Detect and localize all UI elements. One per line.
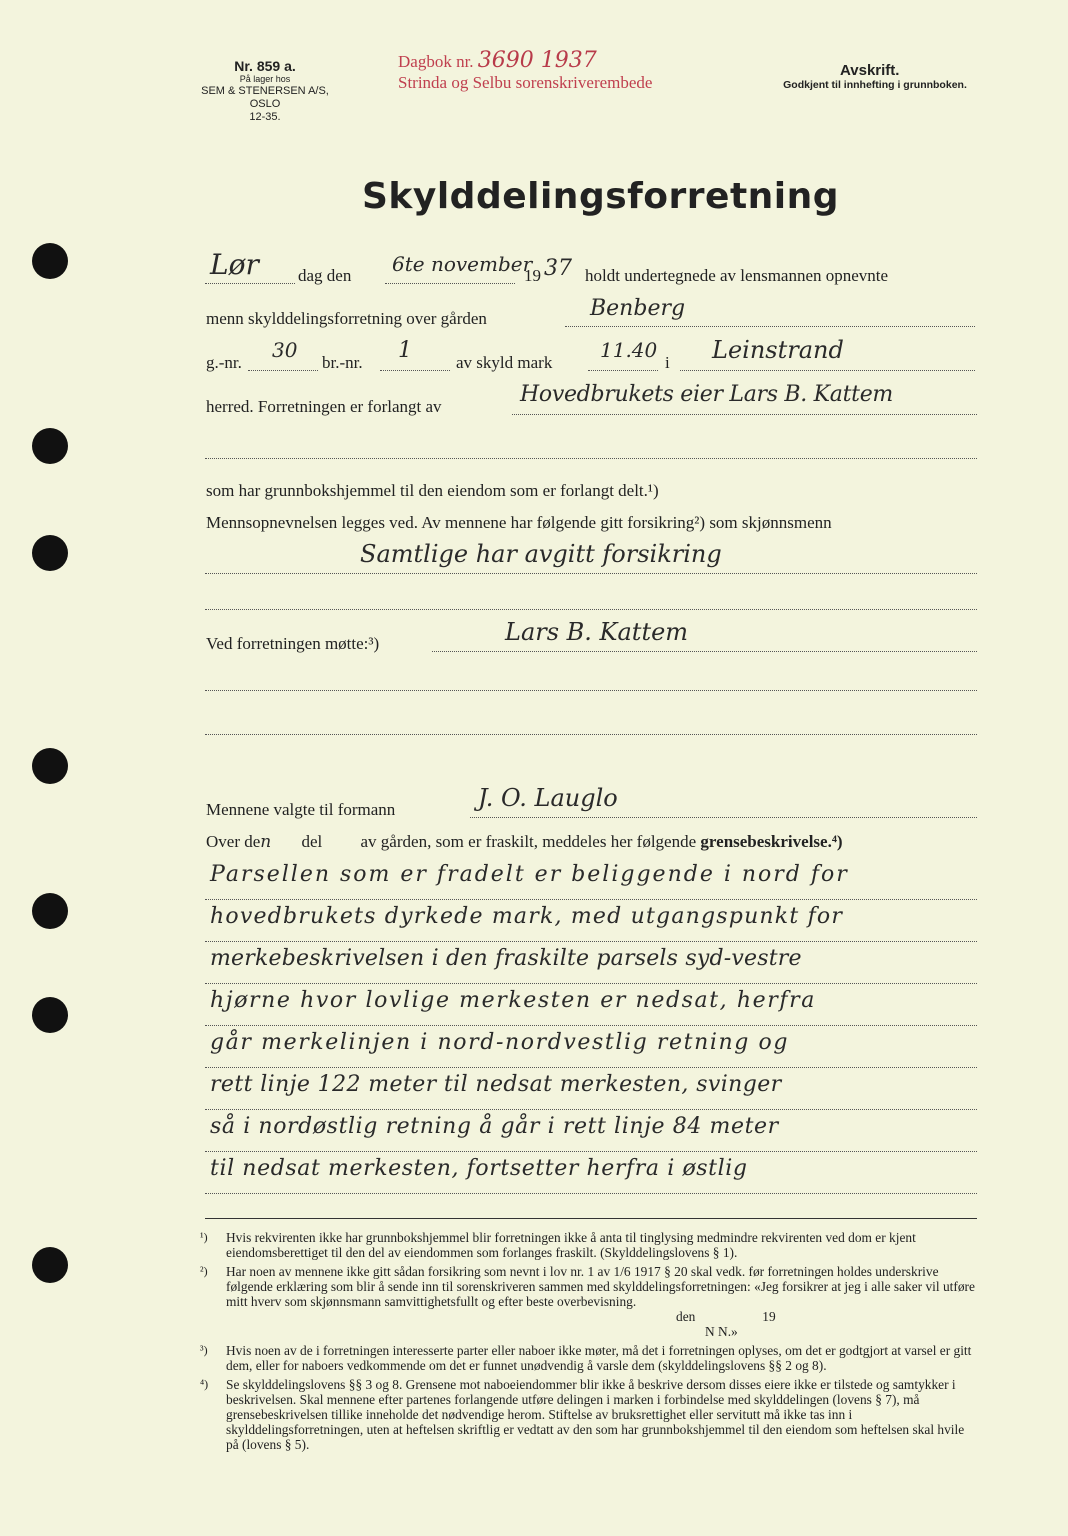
footnote	[200, 1343, 978, 1373]
dotted-line	[432, 651, 977, 652]
hand-requester: Hovedbrukets eier Lars B. Kattem	[520, 382, 893, 407]
hand-brnr: 1	[398, 338, 412, 363]
footnote-text: Har noen av mennene ikke gitt sådan forsikring som nevnt i lov nr. 1 av 1/6 1917 § 20 skal vedk. før forretningen holdes underskrive følgende erklæring som blir å sende inn til sorenskriveren sammen med skylddelingsforretningen: «Jeg forsikrer at jeg i alle saker vil utføre mitt hverv som skjønnsmann samvittighetsfullt og efter beste overbevisning.	[226, 1264, 975, 1309]
dotted-line	[470, 817, 977, 818]
punch-hole	[32, 893, 68, 929]
form-number: Nr. 859 a.	[234, 58, 296, 74]
hand-skyld: 11.40	[600, 338, 658, 362]
footnote-text: Hvis noen av de i forretningen interesserte parter eller naboer ikke møter, må det i forretningen oplyses, om det er godtgjort at varsel er gitt dem, eller for naboers vedkommende om det er funnet unødvendig å varsle dem (skylddelingslovens §§ 2 og 8).	[226, 1343, 972, 1373]
dotted-line	[248, 370, 318, 371]
hand-gnr: 30	[272, 338, 298, 362]
punch-hole	[32, 997, 68, 1033]
hand-farm-name: Benberg	[590, 296, 686, 321]
description-line: rett linje 122 meter til nedsat merkesten, svinger	[210, 1072, 782, 1097]
stamp-journal-value: 3690 1937	[477, 48, 597, 73]
boundary-description	[210, 862, 980, 1198]
page-title: Skylddelingsforretning	[362, 176, 840, 217]
footnote-text: Se skylddelingslovens §§ 3 og 8. Grensene mot naboeiendommer blir ikke å beskrive dersom disses eiere ikke er tilstede og samtykker i beskrivelsen. Skal mennene efter partenes forlangende utføre delingen i marken i forbindelse med skylddelingen (lovens § 7), må grensebeskrivelsen tillike inneholde det nødvendige herom. Stiftelse av bruksrettighet eller servitutt må ikke tas inn i skylddelingsforretningen, uten at heftelsen skriftlig er vedtatt av den som har grunnbokshjemmel til den eiendom som heftelsen skal hvile på (lovens § 5).	[226, 1377, 965, 1452]
stamp-journal-label: Dagbok nr.	[398, 52, 474, 71]
dotted-line	[205, 1025, 977, 1026]
publisher-line-2: SEM & STENERSEN A/S, OSLO	[201, 85, 329, 110]
footnote	[200, 1264, 978, 1339]
label-year: 19	[524, 266, 541, 285]
dotted-line	[205, 983, 977, 984]
footnote	[200, 1377, 978, 1452]
description-line: Parsellen som er fradelt er beliggende i nord for	[210, 862, 849, 887]
label-grensebeskrivelse: grensebeskrivelse.⁴)	[700, 832, 843, 851]
label-mennsopnevnelsen: Mennsopnevnelsen legges ved. Av mennene har følgende gitt forsikring²) som skjønnsmenn	[206, 513, 832, 532]
label-over-de: Over de	[206, 832, 261, 851]
footnote-number: ⁴)	[200, 1377, 209, 1391]
footnote	[200, 1230, 978, 1260]
punch-hole	[32, 748, 68, 784]
footnote-divider	[205, 1218, 977, 1219]
label-line1-rest: holdt undertegnede av lensmannen opnevnte	[585, 266, 889, 285]
print-date: 12-35.	[249, 111, 281, 123]
dotted-line	[205, 899, 977, 900]
dotted-line	[205, 609, 977, 610]
description-line: til nedsat merkesten, fortsetter herfra i østlig	[210, 1156, 748, 1181]
dotted-line	[205, 1109, 977, 1110]
hand-letter: n	[260, 832, 272, 852]
office-stamp	[398, 48, 728, 93]
label-over-garden: menn skylddelingsforretning over gården	[206, 309, 487, 328]
hand-forsikring: Samtlige har avgitt forsikring	[360, 540, 722, 568]
label-present: Ved forretningen møtte:³)	[206, 634, 380, 653]
hand-weekday: Lør	[210, 248, 259, 281]
label-skyld: av skyld mark	[456, 353, 553, 372]
footnotes	[200, 1230, 978, 1452]
footnote-number: ¹)	[200, 1230, 208, 1244]
dotted-line	[205, 1151, 977, 1152]
label-dag-den: dag den	[298, 266, 352, 285]
hand-chair: J. O. Lauglo	[478, 784, 618, 812]
dotted-line	[205, 283, 295, 284]
punch-hole	[32, 535, 68, 571]
dotted-line	[385, 283, 515, 284]
footnote-number: ²)	[200, 1264, 208, 1278]
label-del: del	[301, 832, 323, 851]
hand-present: Lars B. Kattem	[505, 618, 689, 646]
copy-notice	[770, 62, 980, 91]
footnote-text: Hvis rekvirenten ikke har grunnbokshjemmel blir forretningen ikke å anta til tinglysing medmindre rekvirenten ved dom er kjent eiendomsberettiget til den del av eiendommen som forlanges fraskilt. (Skylddelingslovens § 1).	[226, 1230, 916, 1260]
punch-hole	[32, 428, 68, 464]
label-gnr: g.-nr.	[206, 353, 242, 372]
label-grense-intro	[206, 832, 843, 852]
description-line: merkebeskrivelsen i den fraskilte parsels syd-vestre	[210, 946, 802, 971]
dotted-line	[205, 690, 977, 691]
dotted-line	[512, 414, 977, 415]
label-i: i	[665, 353, 670, 372]
hand-herred: Leinstrand	[712, 336, 844, 364]
dotted-line	[588, 370, 658, 371]
dotted-line	[205, 573, 977, 574]
form-imprint	[190, 58, 340, 124]
dotted-line	[565, 326, 975, 327]
description-line: går merkelinjen i nord-nordvestlig retning og	[210, 1030, 790, 1055]
dotted-line	[205, 1067, 977, 1068]
hand-date: 6te november	[392, 252, 533, 276]
footnote-signature: N N.»	[705, 1324, 738, 1339]
description-line: så i nordøstlig retning å går i rett linje 84 meter	[210, 1114, 779, 1139]
label-chair: Mennene valgte til formann	[206, 800, 396, 819]
label-requested-by: herred. Forretningen er forlangt av	[206, 397, 442, 416]
description-line: hjørne hvor lovlige merkesten er nedsat, herfra	[210, 988, 816, 1013]
punch-hole	[32, 243, 68, 279]
hand-year: 37	[544, 256, 572, 281]
label-brnr: br.-nr.	[322, 353, 363, 372]
dotted-line	[680, 370, 975, 371]
publisher-line-1: På lager hos	[239, 74, 291, 84]
footnote-number: ³)	[200, 1343, 208, 1357]
dotted-line	[205, 941, 977, 942]
footnote-date-line: den 19	[676, 1309, 776, 1324]
dotted-line	[205, 458, 977, 459]
description-line: hovedbrukets dyrkede mark, med utgangspunkt for	[210, 904, 844, 929]
punch-hole	[32, 1247, 68, 1283]
label-over-rest: av gården, som er fraskilt, meddeles her følgende	[360, 832, 697, 851]
label-grunnbokshjemmel: som har grunnbokshjemmel til den eiendom som er forlangt delt.¹)	[206, 481, 659, 500]
copy-approved: Godkjent til innhefting i grunnboken.	[783, 79, 967, 91]
dotted-line	[205, 1193, 977, 1194]
dotted-line	[380, 370, 450, 371]
stamp-office: Strinda og Selbu sorenskriverembede	[398, 73, 653, 92]
dotted-line	[205, 734, 977, 735]
copy-label: Avskrift.	[840, 62, 900, 79]
